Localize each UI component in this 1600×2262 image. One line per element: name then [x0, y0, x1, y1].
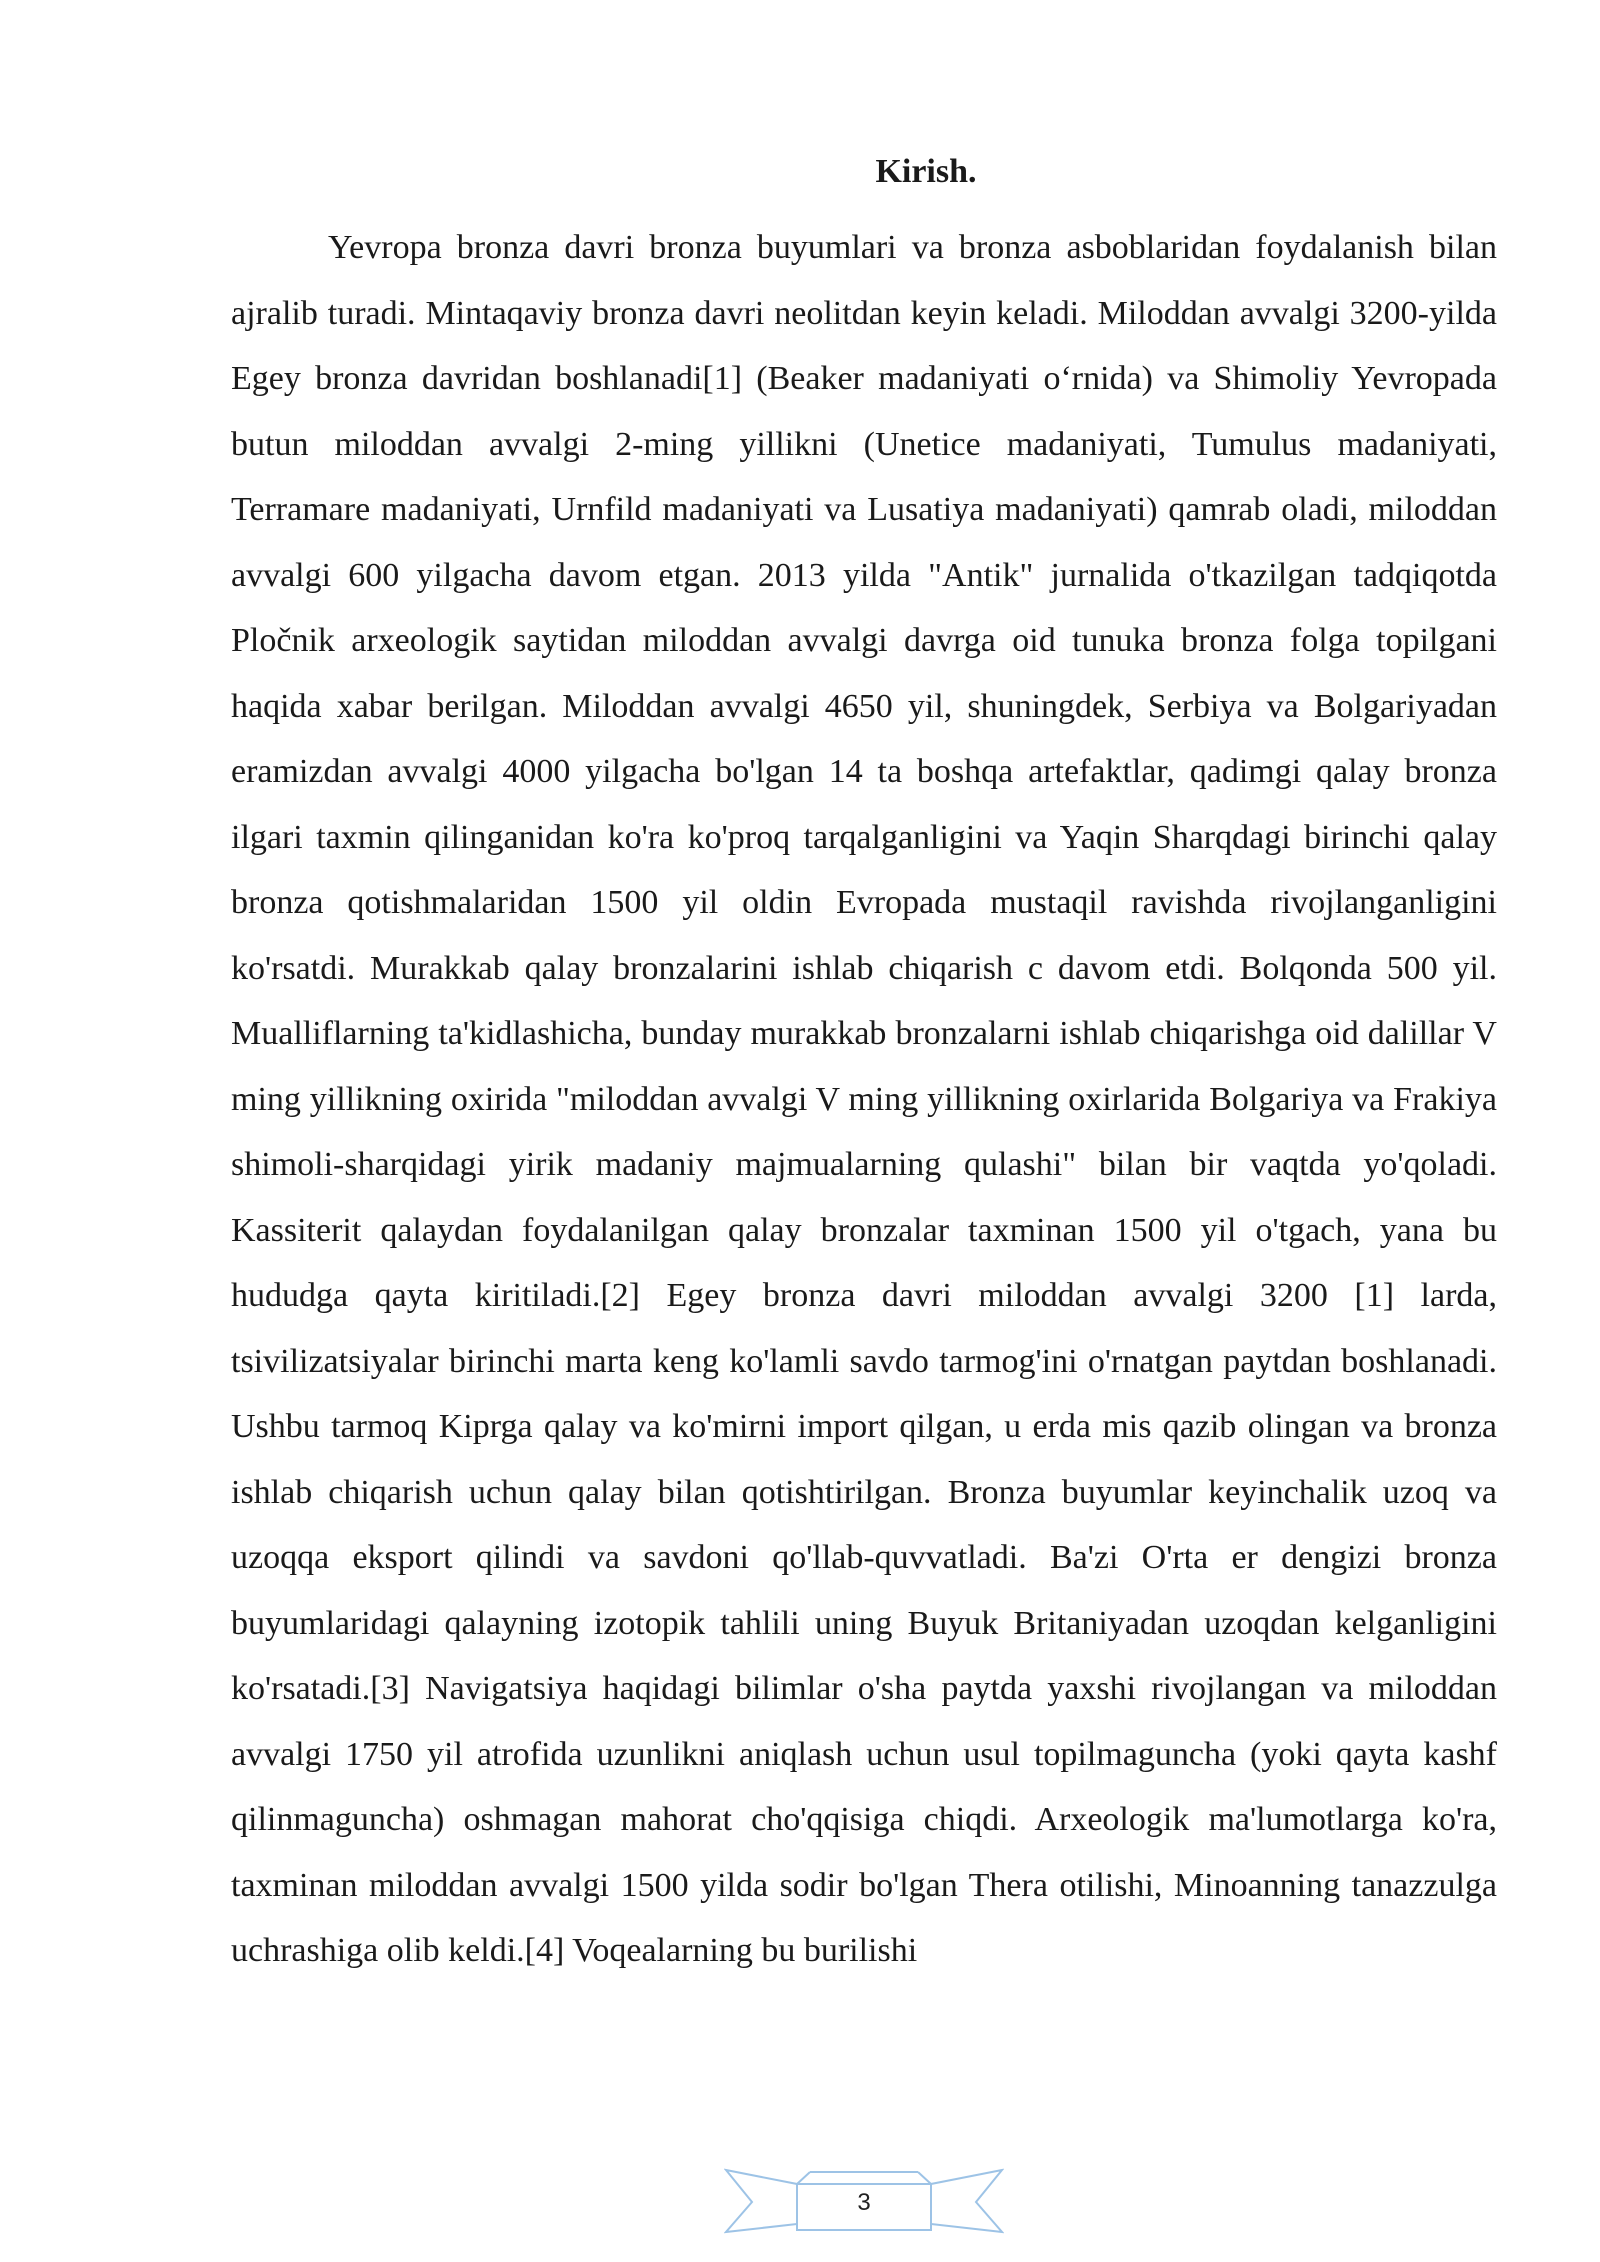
page-title: Kirish.: [875, 153, 977, 190]
body-paragraph: Yevropa bronza davri bronza buyumlari va bronza asboblaridan foydalanish bilan ajralib turadi. Mintaqaviy bronza davri neolitdan keyin keladi. Miloddan avvalgi 3200-yilda Egey bronza davridan boshlanadi[1] (Beaker madaniyati o‘rnida) va Shimoliy Yevropada butun miloddan avvalgi 2-ming yillikni (Unetice madaniyati, Tumulus madaniyati, Terramare madaniyati, Urnfild madaniyati va Lusatiya madaniyati) qamrab oladi, miloddan avvalgi 600 yilgacha davom etgan. 2013 yilda "Antik" jurnalida o'tkazilgan tadqiqotda Pločnik arxeologik saytidan miloddan avvalgi davrga oid tunuka bronza folga topilgani haqida xabar berilgan. Miloddan avvalgi 4650 yil, shuningdek, Serbiya va Bolgariyadan eramizdan avvalgi 4000 yilgacha bo'lgan 14 ta boshqa artefaktlar, qadimgi qalay bronza ilgari taxmin qilinganidan ko'ra ko'proq tarqalganligini va Yaqin Sharqdagi birinchi qalay bronza qotishmalaridan 1500 yil oldin Evropada mustaqil ravishda rivojlanganligini ko'rsatdi. Murakkab qalay bronzalarini ishlab chiqarish c davom etdi. Bolqonda 500 yil. Mualliflarning ta'kidlashicha, bunday murakkab bronzalarni ishlab chiqarishga oid dalillar V ming yillikning oxirida "miloddan avvalgi V ming yillikning oxirlarida Bolgariya va Frakiya shimoli-sharqidagi yirik madaniy majmualarning qulashi" bilan bir vaqtda yo'qoladi. Kassiterit qalaydan foydalanilgan qalay bronzalar taxminan 1500 yil o'tgach, yana bu hududga qayta kiritiladi.[2] Egey bronza davri miloddan avvalgi 3200 [1] larda, tsivilizatsiyalar birinchi marta keng ko'lamli savdo tarmog'ini o'rnatgan paytdan boshlanadi. Ushbu tarmoq Kiprga qalay va ko'mirni import qilgan, u erda mis qazib olingan va bronza ishlab chiqarish uchun qalay bilan qotishtirilgan. Bronza buyumlar keyinchalik uzoq va uzoqqa eksport qilindi va savdoni qo'llab-quvvatladi. Ba'zi O'rta er dengizi bronza buyumlaridagi qalayning izotopik tahlili uning Buyuk Britaniyadan uzoqdan kelganligini ko'rsatadi.[3] Navigatsiya haqidagi bilimlar o'sha paytda yaxshi rivojlangan va miloddan avvalgi 1750 yil atrofida uzunlikni aniqlash uchun usul topilmaguncha (yoki qayta kashf qilinmaguncha) oshmagan mahorat cho'qqisiga chiqdi. Arxeologik ma'lumotlarga ko'ra, taxminan miloddan avvalgi 1500 yilda sodir bo'lgan Thera otilishi, Minoanning tanazzulga uchrashiga olib keldi.[4] Voqealarning bu burilishi: [231, 229, 1497, 1969]
page-number: 3: [857, 2189, 871, 2216]
